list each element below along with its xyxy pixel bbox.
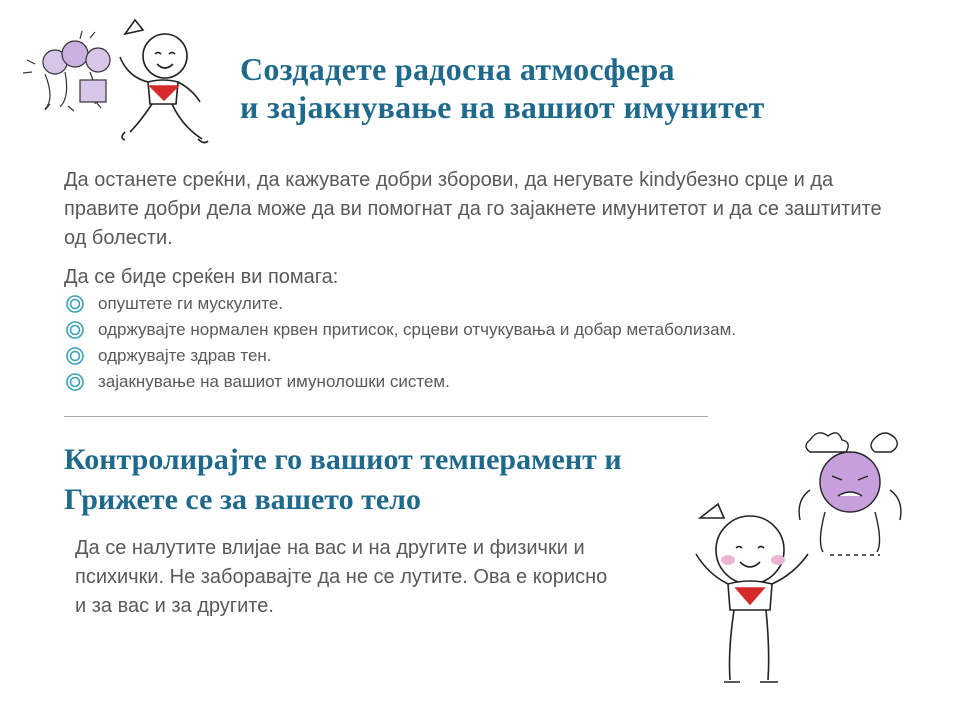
section-2-title-line-2: Грижете се за вашето тело [64,483,422,516]
happy-girl-icon [696,504,808,682]
bullet-icon [64,320,88,340]
section-2-title [64,440,724,520]
angry-crowd-icon [23,31,110,111]
list-item-text: опуштете ги мускулите. [98,294,284,313]
angry-figure-icon [799,433,901,555]
list-item [64,369,944,395]
list-item-text: одржувајте нормален крвен притисок, срцеви отчукувања и добар метаболизам. [98,320,736,339]
bullet-icon [64,372,88,392]
list-item [64,317,944,343]
section-1-title-line-2: и зајакнување на вашиот имунитет [240,89,765,125]
benefits-list [64,291,944,395]
section-1-title [240,50,940,126]
happy-girl-icon [120,20,208,143]
section-1-paragraph: Да останете среќни, да кажувате добри зборови, да негувате kindyбезно срце и да правите добри дела може да ви помогнат да го зајакнете имунитетот и да се заштитите од болести. [64,169,882,249]
bullets-lead: Да се биде среќен ви помага: [64,266,339,288]
bullet-icon [64,346,88,366]
happy-girl-illustration-bottom [680,420,950,700]
bullet-icon [64,294,88,314]
list-item [64,291,944,317]
section-1-title-line-1: Создадете радосна атмосфера [240,51,675,87]
section-divider [64,416,708,417]
list-item [64,343,944,369]
happy-girl-illustration-top [20,14,220,159]
section-2-paragraph: Да се налутите влијае на вас и на другите и физички и психички. Не заборавајте да не се лутите. Ова е корисно и за вас и за другите. [75,537,608,617]
list-item-text: одржувајте здрав тен. [98,346,272,365]
list-item-text: зајакнување на вашиот имунолошки систем. [98,372,450,391]
section-2-title-line-1: Контролирајте го вашиот темперамент и [64,443,622,476]
